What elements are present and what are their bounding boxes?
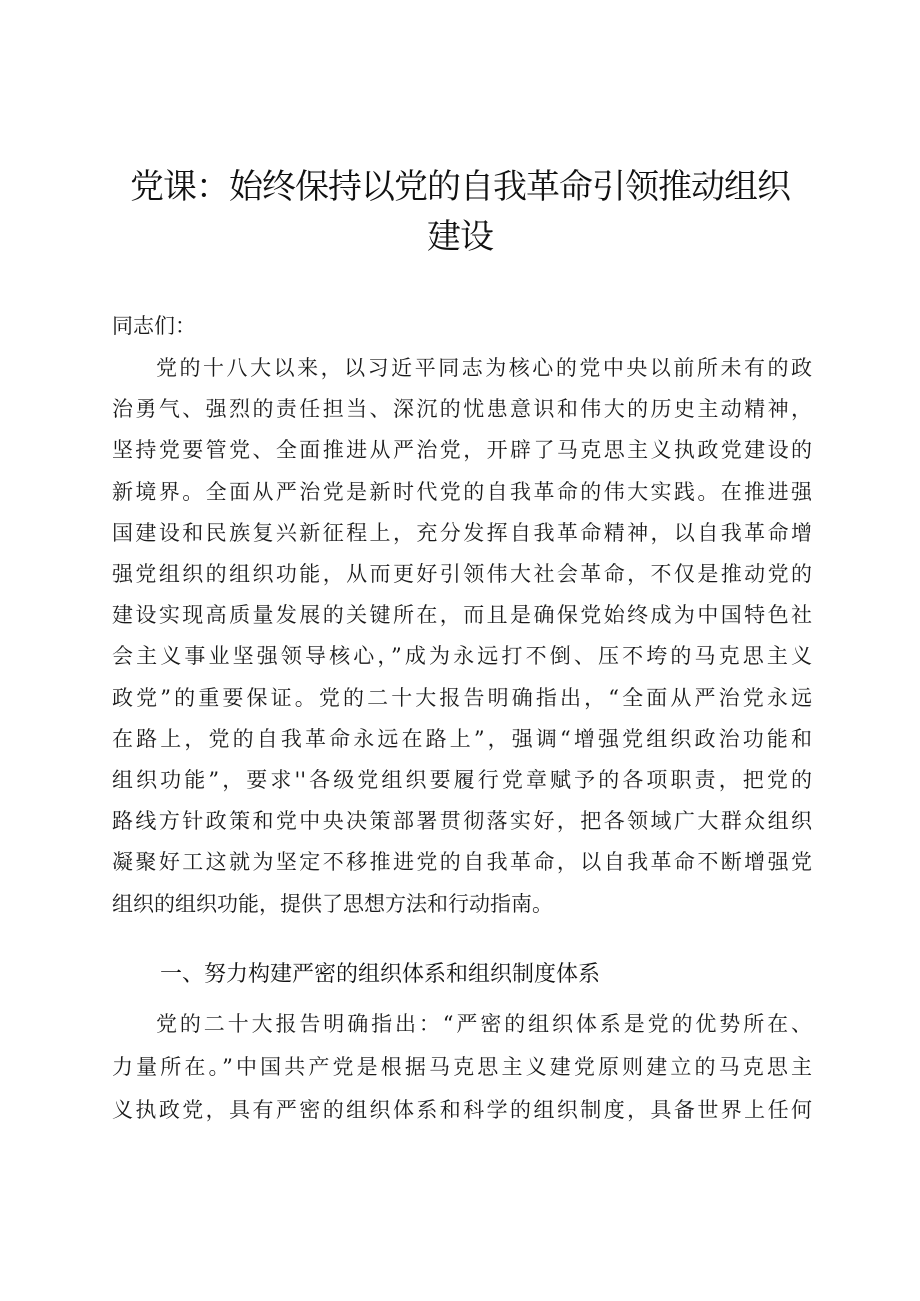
section-paragraph xyxy=(112,1003,812,1132)
paragraph-line: 在路上，党的自我革命永远在路上”，强调“增强党组织政治功能和 xyxy=(112,726,812,751)
paragraph-line: 坚持党要管党、全面推进从严治党，开辟了马克思主义执政党建设的 xyxy=(112,438,812,463)
paragraph-line: 新境界。全面从严治党是新时代党的自我革命的伟大实践。在推进强 xyxy=(112,479,812,504)
paragraph-line: 党的十八大以来，以习近平同志为核心的党中央以前所未有的政 xyxy=(156,356,812,380)
paragraph-line: 国建设和民族复兴新征程上，充分发挥自我革命精神，以自我革命增 xyxy=(112,520,812,545)
title-line: 党课：始终保持以党的自我革命引领推动组织 xyxy=(130,167,790,207)
title-line: 建设 xyxy=(427,217,493,257)
salutation: 同志们： xyxy=(112,314,196,338)
paragraph-line: 义执政党，具有严密的组织体系和科学的组织制度，具备世界上任何 xyxy=(112,1098,812,1122)
paragraph-line: 组织的组织功能，提供了思想方法和行动指南。 xyxy=(112,891,553,916)
paragraph-line: 治勇气、强烈的责任担当、深沉的忧患意识和伟大的历史主动精神， xyxy=(112,397,812,422)
intro-paragraph xyxy=(112,348,812,925)
paragraph-line: 路线方针政策和党中央决策部署贯彻落实好，把各领域广大群众组织 xyxy=(112,809,812,834)
paragraph-line: 力量所在。”中国共产党是根据马克思主义建党原则建立的马克思主 xyxy=(112,1055,812,1079)
paragraph-line: 强党组织的组织功能，从而更好引领伟大社会革命，不仅是推动党的 xyxy=(112,562,812,587)
paragraph-line: 党的二十大报告明确指出：“严密的组织体系是党的优势所在、 xyxy=(156,1012,812,1036)
paragraph-line: 政党”的重要保证。党的二十大报告明确指出，“全面从严治党永远 xyxy=(112,685,812,710)
paragraph-line: 建设实现高质量发展的关键所在，而且是确保党始终成为中国特色社 xyxy=(112,603,812,628)
paragraph-line: 组织功能”，要求''各级党组织要履行党章赋予的各项职责，把党的 xyxy=(112,768,812,793)
document-title xyxy=(60,162,860,262)
paragraph-line: 凝聚好工这就为坚定不移推进党的自我革命，以自我革命不断增强党 xyxy=(112,850,812,875)
paragraph-line: 会主义事业坚强领导核心，”成为永远打不倒、压不垮的马克思主义 xyxy=(112,644,812,669)
section-heading: 一、努力构建严密的组织体系和组织制度体系 xyxy=(160,962,601,987)
